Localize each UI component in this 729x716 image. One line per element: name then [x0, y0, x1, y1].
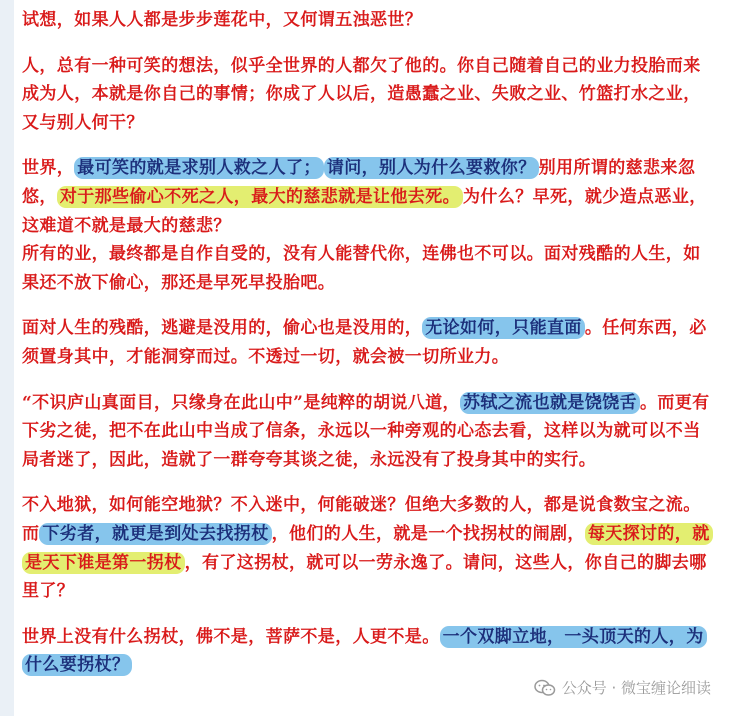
text-segment: ，有了这拐杖，就可以一劳永逸了。请问，这些人，你自己的脚去哪里了？ [22, 552, 707, 602]
text-segment: 人，总有一种可笑的想法，似乎全世界的人都欠了他的。你自己随着自己的业力投胎而来成为人，本就是你自己的事情；你成了人以后，造愚蠢之业、失败之业、竹篮打水之业，又与别人何干？ [22, 55, 701, 133]
highlight-blue: 一个双脚立地，一头顶天的人，为什么要拐杖？ [22, 626, 707, 677]
text-segment: 世界上没有什么拐杖，佛不是，菩萨不是，人更不是。 [22, 626, 440, 647]
highlight-blue: 请问，别人为什么要救你？ [324, 157, 539, 179]
text-segment: 别用所谓的慈悲来忽悠， [22, 158, 696, 207]
highlight-green: 对于那些偷心不死之人，最大的慈悲就是让他去死。 [57, 186, 463, 208]
paragraph-6 [22, 491, 712, 605]
text-segment: 试想，如果人人都是步步莲花中，又何谓五浊恶世？ [22, 10, 423, 30]
text-segment: 面对人生的残酷，逃避是没用的，偷心也是没用的， [22, 318, 423, 339]
highlight-blue: 最可笑的就是求别人救之人了； [74, 157, 324, 179]
paragraph-5 [22, 389, 712, 475]
article-body [22, 6, 712, 697]
text-segment: 为什么？早死，就少造点恶业，这难道不就是最大的慈悲？ [22, 186, 707, 236]
paragraph-7 [22, 623, 712, 680]
highlight-blue: 无论如何，只能直面 [422, 317, 585, 339]
paragraph-4 [22, 314, 712, 371]
paragraph-1 [22, 6, 712, 35]
left-sidebar-strip [0, 0, 14, 716]
wechat-icon [534, 679, 556, 697]
paragraph-3 [22, 154, 712, 297]
text-segment: 。任何东西，必须置身其中，才能洞穿而过。不透过一切，就会被一切所业力。 [22, 318, 707, 367]
text-segment: “不识庐山真面目，只缘身在此山中”是纯粹的胡说八道， [22, 392, 460, 413]
wechat-watermark [530, 675, 715, 700]
text-segment: 。而更有下劣之徒，把不在此山中当成了信条，永远以一种旁观的心态去看，这样以为就可以不当局者迷了，因此，造就了一群夸夸其谈之徒，永远没有了投身其中的实行。 [22, 392, 710, 470]
paragraph-2 [22, 52, 712, 138]
text-segment: 世界， [22, 158, 75, 179]
highlight-blue: 下劣者，就更是到处去找拐杖 [39, 523, 271, 545]
watermark-text: 公众号 · 微宝缠论细读 [561, 679, 711, 697]
text-segment: 不入地狱，如何能空地狱？不入迷中，何能破迷？但绝大多数的人，都是说食数宝之流。而 [22, 495, 701, 544]
highlight-blue: 苏轼之流也就是饶饶舌 [460, 392, 640, 414]
text-segment: 所有的业，最终都是自作自受的，没有人能替代你，连佛也不可以。面对残酷的人生，如果还不放下偷心，那还是早死早投胎吧。 [22, 244, 701, 293]
highlight-green: 每天探讨的，就是天下谁是第一拐杖 [22, 523, 713, 574]
text-segment: ，他们的人生，就是一个找拐杖的闹剧， [271, 523, 585, 544]
